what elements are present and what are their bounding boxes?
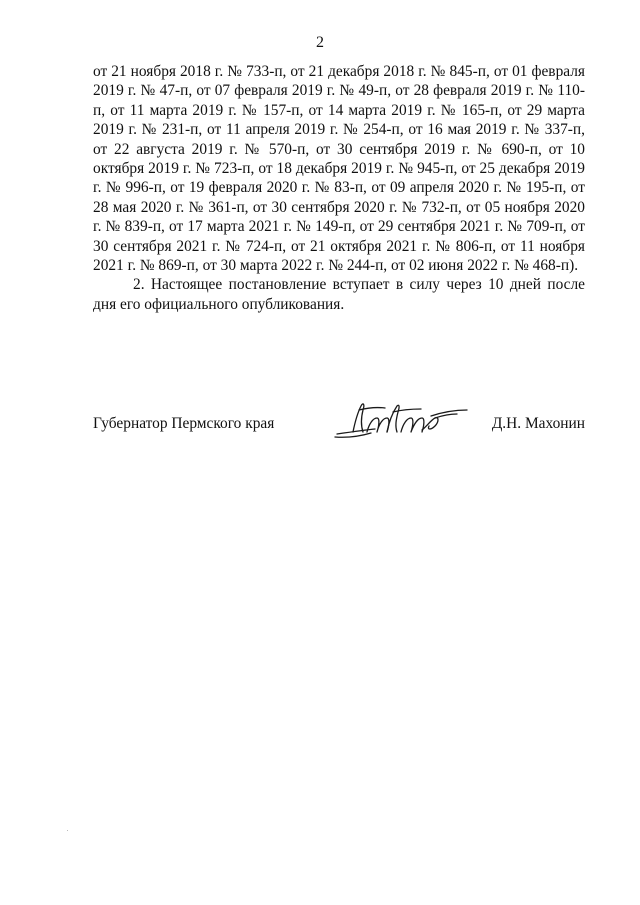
scan-artifact-dot bbox=[67, 830, 68, 831]
signer-name: Д.Н. Махонин bbox=[491, 415, 585, 432]
page-number: 2 bbox=[316, 34, 324, 51]
paragraph-amendments-list: от 21 ноября 2018 г. № 733-п, от 21 декабря 2018 г. № 845-п, от 01 февраля 2019 г. № 47-п, от 07 февраля 2019 г. № 49-п, от 28 февраля 2019 г. № 110-п, от 11 марта 2019 г. № 157-п, от 14 марта 2019 г. № 165-п, от 29 марта 2019 г. № 231-п, от 11 апреля 2019 г. № 254-п, от 16 мая 2019 г. № 337-п, от 22 августа 2019 г. № 570-п, от 30 сентября 2019 г. № 690-п, от 10 октября 2019 г. № 723-п, от 18 декабря 2019 г. № 945-п, от 25 декабря 2019 г. № 996-п, от 19 февраля 2020 г. № 83-п, от 09 апреля 2020 г. № 195-п, от 28 мая 2020 г. № 361-п, от 30 сентября 2020 г. № 732-п, от 05 ноября 2020 г. № 839-п, от 17 марта 2021 г. № 149-п, от 29 сентября 2021 г. № 709-п, от 30 сентября 2021 г. № 724-п, от 21 октября 2021 г. № 806-п, от 11 ноября 2021 г. № 869-п, от 30 марта 2022 г. № 244-п, от 02 июня 2022 г. № 468-п). bbox=[93, 63, 585, 275]
signature-block bbox=[93, 396, 585, 456]
paragraph-effective-date: 2. Настоящее постановление вступает в силу через 10 дней после дня его официального опубликования. bbox=[93, 276, 585, 313]
document-body bbox=[93, 62, 585, 314]
signer-title: Губернатор Пермского края bbox=[93, 415, 275, 432]
signature-icon bbox=[331, 396, 471, 444]
